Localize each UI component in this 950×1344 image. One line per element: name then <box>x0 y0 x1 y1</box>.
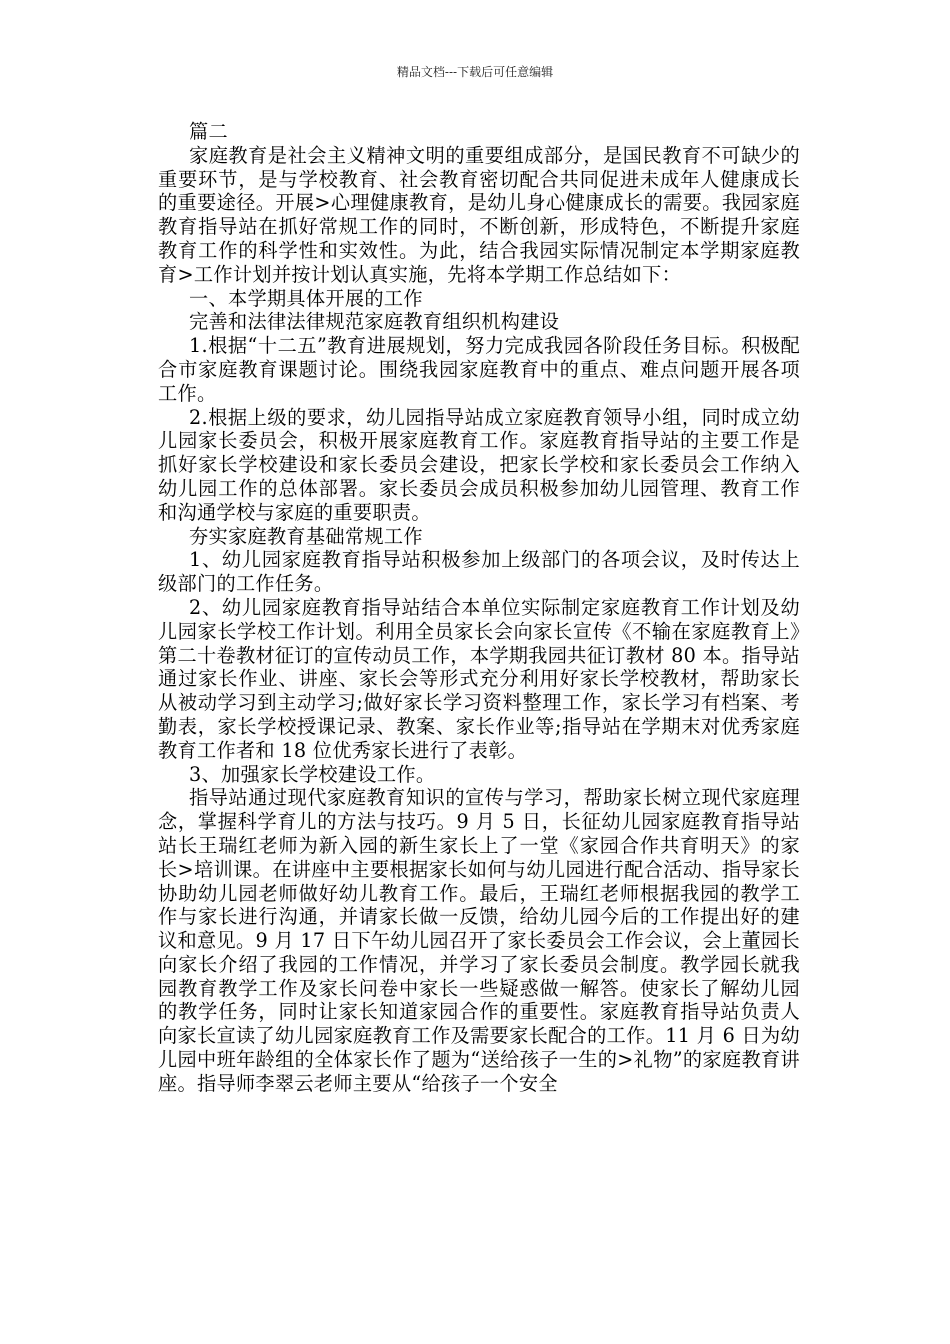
document-body <box>158 120 800 1096</box>
body-paragraph: 指导站通过现代家庭教育知识的宣传与学习，帮助家长树立现代家庭理念，掌握科学育儿的方法与技巧。9 月 5 日，长征幼儿园家庭教育指导站站长王瑞红老师为新入园的新生家长上了一堂《家园合作共育明天》的家长>培训课。在讲座中主要根据家长如何与幼儿园进行配合活动、指导家长协助幼儿园老师做好幼儿教育工作。最后，王瑞红老师根据我园的教学工作与家长进行沟通，并请家长做一反馈，给幼儿园今后的工作提出好的建议和意见。9 月 17 日下午幼儿园召开了家长委员会工作会议，会上董园长向家长介绍了我园的工作情况，并学习了家长委员会制度。教学园长就我园教育教学工作及家长问卷中家长一些疑惑做一解答。使家长了解幼儿园的教学任务，同时让家长知道家园合作的重要性。家庭教育指导站负责人向家长宣读了幼儿园家庭教育工作及需要家长配合的工作。11 月 6 日为幼儿园中班年龄组的全体家长作了题为“送给孩子一生的>礼物”的家庭教育讲座。指导师李翠云老师主要从“给孩子一个安全 <box>158 786 800 1095</box>
body-paragraph: 2.根据上级的要求，幼儿园指导站成立家庭教育领导小组，同时成立幼儿园家长委员会，积极开展家庭教育工作。家庭教育指导站的主要工作是抓好家长学校建设和家长委员会建设，把家长学校和家长委员会工作纳入幼儿园工作的总体部署。家长委员会成员积极参加幼儿园管理、教育工作和沟通学校与家庭的重要职责。 <box>158 405 800 524</box>
section-label: 篇二 <box>189 120 228 143</box>
body-paragraph: 2、幼儿园家庭教育指导站结合本单位实际制定家庭教育工作计划及幼儿园家长学校工作计划。利用全员家长会向家长宣传《不输在家庭教育上》第二十卷教材征订的宣传动员工作，本学期我园共征订教材 80 本。指导站通过家长作业、讲座、家长会等形式充分利用好家长学校教材，帮助家长从被动学习到主动学习;做好家长学习资料整理工作，家长学习有档案、考勤表，家长学校授课记录、教案、家长作业等;指导站在学期末对优秀家庭教育工作者和 18 位优秀家长进行了表彰。 <box>158 595 800 762</box>
subsection-heading: 夯实家庭教育基础常规工作 <box>189 524 423 548</box>
subsection-heading: 完善和法律法律规范家庭教育组织机构建设 <box>189 310 560 334</box>
body-paragraph: 1、幼儿园家庭教育指导站积极参加上级部门的各项会议，及时传达上级部门的工作任务。 <box>158 548 800 596</box>
body-paragraph: 3、加强家长学校建设工作。 <box>189 762 436 786</box>
body-paragraph: 1.根据“十二五”教育进展规划，努力完成我园各阶段任务目标。积极配合市家庭教育课题讨论。围绕我园家庭教育中的重点、难点问题开展各项工作。 <box>158 334 800 405</box>
intro-paragraph: 家庭教育是社会主义精神文明的重要组成部分，是国民教育不可缺少的重要环节，是与学校教育、社会教育密切配合共同促进未成年人健康成长的重要途径。开展>心理健康教育，是幼儿身心健康成长的需要。我园家庭教育指导站在抓好常规工作的同时，不断创新，形成特色，不断提升家庭教育工作的科学性和实效性。为此，结合我园实际情况制定本学期家庭教育>工作计划并按计划认真实施，先将本学期工作总结如下： <box>158 143 800 286</box>
page-header: 精品文档---下载后可任意编辑 <box>396 65 554 79</box>
section-heading: 一、本学期具体开展的工作 <box>189 286 423 310</box>
